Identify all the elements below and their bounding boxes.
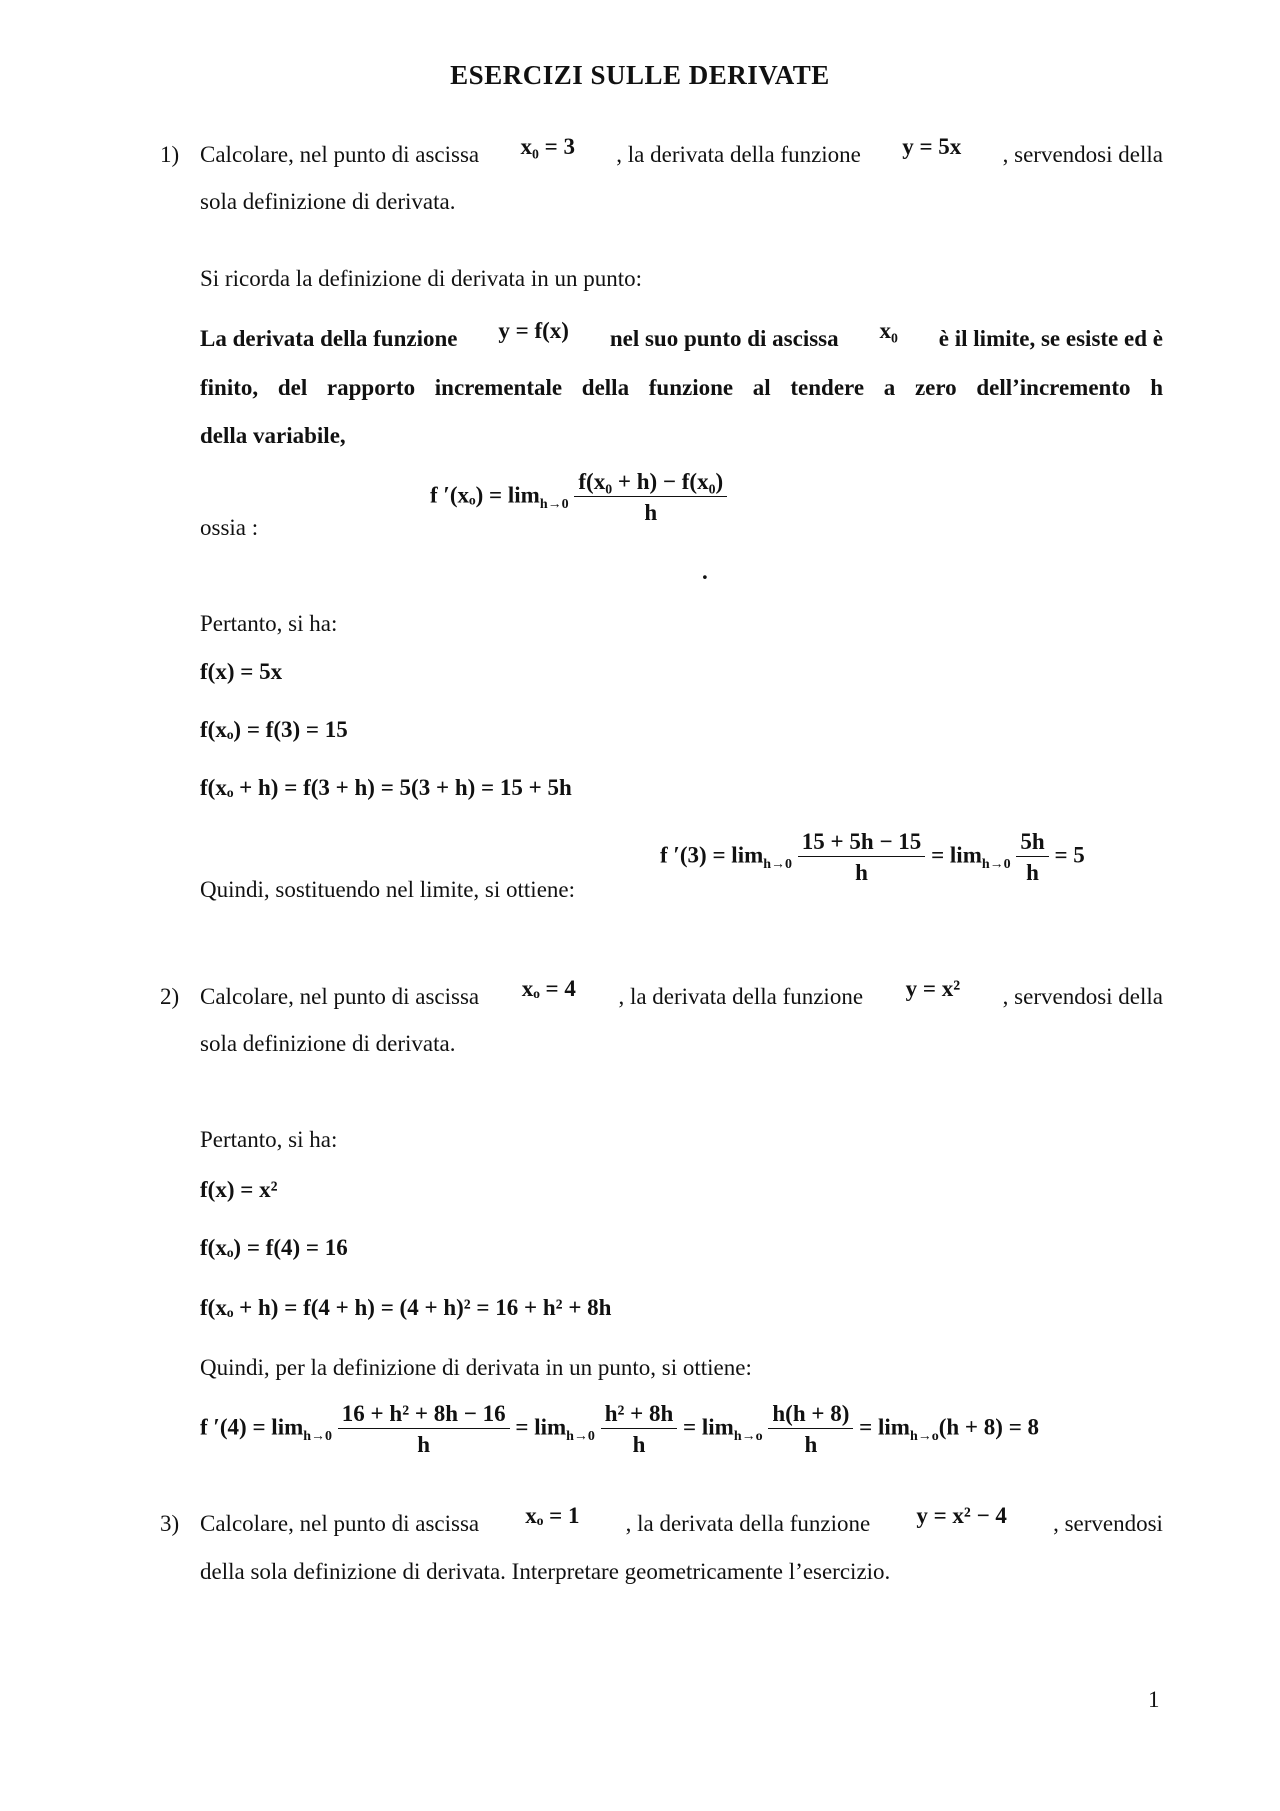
step-3: f(xₒ + h) = f(3 + h) = 5(3 + h) = 15 + 5h: [200, 775, 572, 800]
fraction-2: [601, 1402, 678, 1456]
lim-subscript: h→o: [733, 1428, 763, 1444]
result-formula: [200, 1402, 1039, 1456]
text: , la derivata della funzione: [625, 1511, 871, 1536]
exercise-3-statement-line1: [200, 1503, 1163, 1536]
exercise-1-statement-line2: sola definizione di derivata.: [200, 189, 456, 214]
pertanto-label: Pertanto, si ha:: [200, 611, 338, 636]
lim-subscript: h→0: [539, 496, 569, 512]
text: , la derivata della funzione: [618, 984, 864, 1009]
text: Calcolare, nel punto di ascissa: [200, 984, 480, 1009]
formula-lhs: f ′(xₒ) = lim: [430, 482, 540, 508]
lim-subscript: h→0: [566, 1428, 595, 1444]
step-1: f(x) = 5x: [200, 659, 283, 684]
fraction: [574, 470, 727, 524]
numerator: 5h: [1016, 830, 1048, 857]
text: , la derivata della funzione: [616, 142, 861, 167]
page-number: 1: [1148, 1687, 1160, 1712]
result-value: = 5: [1054, 842, 1085, 868]
fraction-1: [338, 1402, 510, 1456]
text: è il limite, se esiste ed è: [938, 326, 1163, 351]
equals-lim: = lim: [859, 1414, 910, 1440]
exercise-1-number: 1): [160, 142, 180, 167]
result-formula: [660, 830, 1085, 884]
pertanto-label: Pertanto, si ha:: [200, 1127, 338, 1152]
text: , servendosi: [1053, 1511, 1163, 1536]
dot: .: [702, 559, 708, 584]
formula-lhs: f ′(3) = lim: [660, 842, 764, 868]
exercise-1-statement-line1: [200, 134, 1163, 167]
fraction-2: [1016, 830, 1048, 884]
text: , servendosi della: [1002, 142, 1163, 167]
definition-line1: [200, 318, 1163, 351]
step-1: f(x) = x²: [200, 1177, 278, 1202]
quindi-label: Quindi, sostituendo nel limite, si ottiene:: [200, 877, 575, 902]
formula-lhs: f ′(4) = lim: [200, 1414, 304, 1440]
def-point: x₀: [879, 318, 898, 343]
numerator: f(x₀ + h) − f(x₀): [574, 470, 727, 497]
function-y: y = x² − 4: [916, 1503, 1007, 1528]
denominator: h: [632, 1432, 646, 1457]
definition-line3: della variabile,: [200, 423, 346, 448]
exercise-2-statement-line2: sola definizione di derivata.: [200, 1031, 456, 1056]
lim-subscript: h→0: [981, 856, 1011, 872]
text: nel suo punto di ascissa: [609, 326, 839, 351]
text: Calcolare, nel punto di ascissa: [200, 142, 480, 167]
ossia-label: ossia :: [200, 515, 259, 540]
numerator: 15 + 5h − 15: [798, 830, 926, 857]
result-value: (h + 8) = 8: [938, 1414, 1040, 1440]
fraction-3: [768, 1402, 853, 1456]
definition-formula: [430, 470, 727, 524]
quindi-label: Quindi, per la definizione di derivata in un punto, si ottiene:: [200, 1355, 752, 1380]
lim-subscript: h→o: [909, 1428, 939, 1444]
denominator: h: [1026, 860, 1039, 885]
page-title: ESERCIZI SULLE DERIVATE: [450, 60, 830, 90]
denominator: h: [855, 860, 868, 885]
numerator: h² + 8h: [601, 1402, 678, 1429]
text: Calcolare, nel punto di ascissa: [200, 1511, 480, 1536]
exercise-3-number: 3): [160, 1511, 180, 1536]
definition-line2: finito, del rapporto incrementale della funzione al tendere a zero dell’incremento h: [200, 375, 1163, 400]
text: , servendosi della: [1002, 984, 1163, 1009]
function-y: y = x²: [905, 976, 961, 1001]
step-2: f(xₒ) = f(4) = 16: [200, 1235, 348, 1260]
point-x0: xₒ = 1: [525, 1503, 580, 1528]
exercise-3-statement-line2: della sola definizione di derivata. Interpretare geometricamente l’esercizio.: [200, 1559, 891, 1584]
equals-lim: = lim: [683, 1414, 734, 1440]
point-x0: x₀ = 3: [520, 134, 575, 159]
step-3: f(xₒ + h) = f(4 + h) = (4 + h)² = 16 + h² + 8h: [200, 1295, 612, 1320]
fraction-1: [798, 830, 926, 884]
equals-lim: = lim: [515, 1414, 567, 1440]
denominator: h: [417, 1432, 431, 1457]
exercise-2-statement-line1: [200, 976, 1163, 1009]
function-y: y = 5x: [902, 134, 962, 159]
denominator: h: [644, 500, 658, 525]
definition-recall: Si ricorda la definizione di derivata in un punto:: [200, 266, 642, 291]
lim-subscript: h→0: [303, 1428, 333, 1444]
step-2: f(xₒ) = f(3) = 15: [200, 717, 348, 742]
numerator: h(h + 8): [768, 1402, 853, 1429]
def-function: y = f(x): [498, 318, 569, 343]
denominator: h: [804, 1432, 818, 1457]
equals-lim: = lim: [931, 842, 982, 868]
text: La derivata della funzione: [200, 326, 458, 351]
lim-subscript: h→0: [763, 856, 793, 872]
numerator: 16 + h² + 8h − 16: [338, 1402, 510, 1429]
exercise-2-number: 2): [160, 984, 180, 1009]
point-x0: xₒ = 4: [521, 976, 576, 1001]
